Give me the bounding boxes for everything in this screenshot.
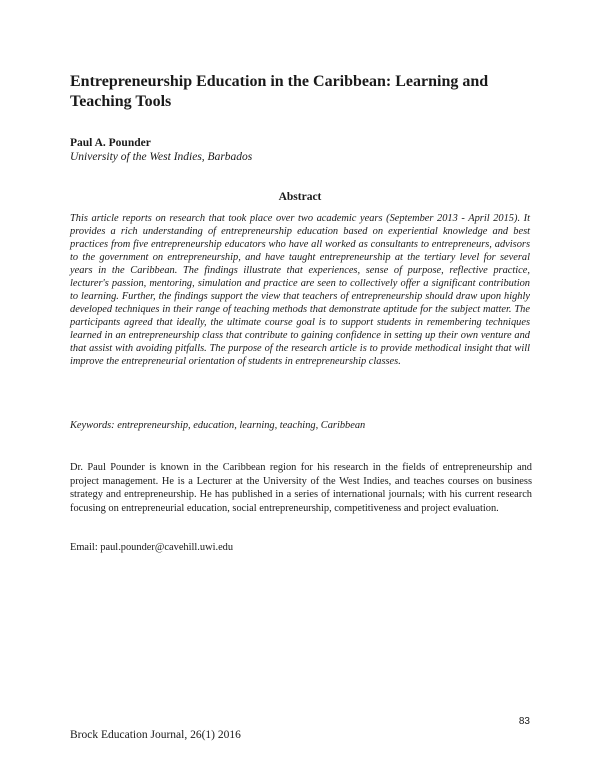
author-bio: Dr. Paul Pounder is known in the Caribbean region for his research in the fields of entrepreneurship and project management. He is a Lecturer at the University of the West Indies, and teaches courses on business strategy and entrepreneurship. He has published in a series of international journals; with his current research focusing on entrepreneurial education, social entrepreneurship, competitiveness and project evaluation. xyxy=(70,462,532,514)
page-number: 83 xyxy=(518,716,530,727)
abstract-text: This article reports on research that took place over two academic years (September 2013 - April 2015). It provides a rich understanding of entrepreneurship education based on experiential knowledge and best practices from five entrepreneurship educators who have all worked as consultants to entrepreneurs, advisors to the government on entrepreneurship, and have taught entrepreneurship at the tertiary level for several years in the Caribbean. The findings illustrate that experiences, sense of purpose, reflective practice, lecturer's passion, mentoring, simulation and practice are seen to collectively offer a significant contribution to learning. Further, the findings support the view that teachers of entrepreneurship should draw upon highly developed techniques in their range of teaching methods that demonstrate aptitude for the subject matter. The participants agreed that ideally, the ultimate course goal is to support students in remembering techniques learned in an entrepreneurship class that contribute to gaining confidence in setting up their own venture and that assist with avoiding pitfalls. The purpose of the research article is to provide methodical insight that will improve the entrepreneurial orientation of students in entrepreneurship classes. xyxy=(70,213,530,367)
author-affiliation: University of the West Indies, Barbados xyxy=(70,151,253,163)
keywords: Keywords: entrepreneurship, education, learning, teaching, Caribbean xyxy=(70,420,366,431)
author-email: Email: paul.pounder@cavehill.uwi.edu xyxy=(70,542,234,553)
abstract-heading: Abstract xyxy=(278,191,322,203)
author-name: Paul A. Pounder xyxy=(70,137,151,149)
journal-citation: Brock Education Journal, 26(1) 2016 xyxy=(70,729,241,741)
paper-title: Entrepreneurship Education in the Caribbean: Learning and Teaching Tools xyxy=(70,73,489,110)
